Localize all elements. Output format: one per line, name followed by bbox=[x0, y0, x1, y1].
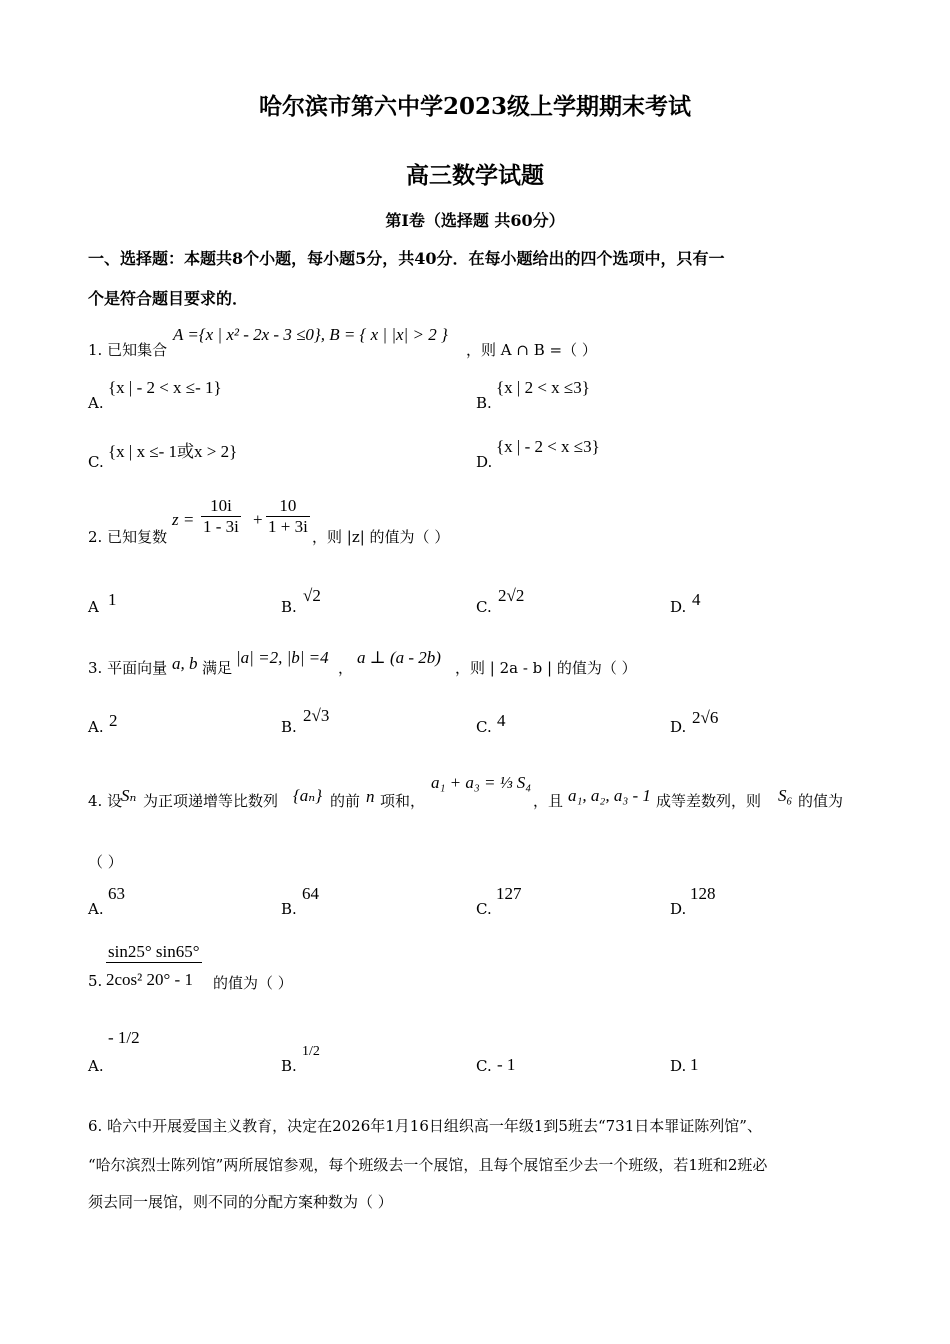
q2-z: z = bbox=[172, 510, 195, 529]
q4-option-d-label: D. bbox=[670, 900, 687, 918]
q1-expression: A ={x | x² - 2x - 3 ≤0}, B = { x | |x| > 2 } bbox=[173, 325, 448, 344]
q5-option-a-value: - 1/2 bbox=[108, 1028, 140, 1047]
q5-option-d-value: 1 bbox=[690, 1055, 699, 1074]
q3-option-d-value: 2√6 bbox=[692, 708, 719, 727]
volume-heading: 第Ⅰ卷（选择题 共60分） bbox=[385, 211, 565, 230]
q2-option-b-value: √2 bbox=[303, 586, 321, 605]
q2-prefix: 2. 已知复数 bbox=[88, 528, 168, 546]
q4-option-a-label: A. bbox=[88, 900, 104, 918]
q4-n: n bbox=[366, 787, 375, 806]
q1-option-c-label: C. bbox=[88, 453, 104, 471]
q2-option-d-value: 4 bbox=[692, 590, 701, 609]
q4-option-d-value: 128 bbox=[690, 884, 716, 903]
q1-option-a-label: A. bbox=[88, 394, 104, 412]
q5-option-b-label: B. bbox=[281, 1057, 297, 1075]
q4-text-3: 的前 bbox=[330, 792, 361, 810]
q3-suffix: ，则 | 2a - b | 的值为（ ） bbox=[455, 659, 637, 677]
q4-an: {aₙ} bbox=[293, 786, 322, 805]
q5-option-c-value: - 1 bbox=[497, 1055, 516, 1074]
q1-option-a-value: {x | - 2 < x ≤- 1} bbox=[108, 378, 222, 397]
q1-option-d-value: {x | - 2 < x ≤3} bbox=[496, 437, 600, 456]
q4-text-5: ，且 bbox=[533, 792, 564, 810]
page-title: 哈尔滨市第六中学2023级上学期期末考试 bbox=[258, 93, 691, 120]
q6-line-1: 6. 哈六中开展爱国主义教育，决定在2026年1月16日组织高一年级1到5班去“731日本罪证陈列馆”、 bbox=[88, 1117, 762, 1135]
q5-numerator: sin25° sin65° bbox=[108, 942, 200, 961]
q2-fraction-1 bbox=[201, 496, 241, 537]
q2-option-a-value: 1 bbox=[108, 590, 117, 609]
q5-suffix: 的值为（ ） bbox=[213, 974, 293, 992]
q2-option-c-value: 2√2 bbox=[498, 586, 525, 605]
q5-option-a-label: A. bbox=[88, 1057, 104, 1075]
q3-option-b-label: B. bbox=[281, 718, 297, 736]
q3-prefix: 3. 平面向量 bbox=[88, 659, 168, 677]
q1-option-c-value: {x | x ≤- 1或x > 2} bbox=[108, 442, 238, 461]
q5-option-b-value: 1/2 bbox=[302, 1044, 320, 1059]
q3-vars: a, b bbox=[172, 654, 198, 673]
q1-option-b-value: {x | 2 < x ≤3} bbox=[496, 378, 590, 397]
q4-answer-paren: （ ） bbox=[88, 853, 123, 871]
q3-condition-2: a ⊥ (a - 2b) bbox=[357, 648, 441, 667]
q3-option-a-value: 2 bbox=[109, 711, 118, 730]
q2-suffix: ，则 |z| 的值为（ ） bbox=[312, 528, 450, 546]
q2-plus: + bbox=[253, 510, 263, 529]
q4-text-6: 成等差数列，则 bbox=[656, 792, 762, 810]
q1-prefix: 1. 已知集合 bbox=[88, 341, 168, 359]
q3-option-a-label: A. bbox=[88, 718, 104, 736]
q5-prefix: 5. bbox=[88, 972, 103, 990]
q6-line-3: 须去同一展馆，则不同的分配方案种数为（ ） bbox=[88, 1193, 393, 1211]
section-instructions-line2: 个是符合题目要求的． bbox=[88, 289, 249, 308]
q4-option-c-value: 127 bbox=[496, 884, 522, 903]
q4-text-2: 为正项递增等比数列 bbox=[143, 792, 279, 810]
q2-frac1-den: 1 - 3i bbox=[203, 517, 239, 536]
q2-frac2-num: 10 bbox=[266, 496, 310, 517]
q4-option-b-label: B. bbox=[281, 900, 297, 918]
page-subtitle: 高三数学试题 bbox=[406, 162, 544, 189]
q3-mid: 满足 bbox=[202, 659, 233, 677]
q2-option-d-label: D. bbox=[670, 598, 687, 616]
q4-option-b-value: 64 bbox=[302, 884, 319, 903]
q4-option-c-label: C. bbox=[476, 900, 492, 918]
q2-frac1-num: 10i bbox=[201, 496, 241, 517]
q4-text-1: 4. 设 bbox=[88, 792, 123, 810]
q3-option-b-value: 2√3 bbox=[303, 706, 330, 725]
q1-suffix: ，则 A ∩ B =（ ） bbox=[466, 341, 597, 359]
q1-option-d-label: D. bbox=[476, 453, 493, 471]
section-instructions-line1: 一、选择题：本题共8个小题，每小题5分，共40分．在每小题给出的四个选项中，只有一 bbox=[88, 249, 725, 268]
q4-text-7: 的值为 bbox=[798, 792, 844, 810]
q4-text-4: 项和， bbox=[380, 792, 426, 810]
q5-option-d-label: D. bbox=[670, 1057, 687, 1075]
q2-fraction-2 bbox=[266, 496, 310, 537]
q3-option-c-label: C. bbox=[476, 718, 492, 736]
q1-option-b-label: B. bbox=[476, 394, 492, 412]
q4-sequence: a₁, a₂, a₃ - 1 bbox=[568, 786, 651, 805]
q3-condition-1: |a| =2, |b| =4 bbox=[236, 648, 329, 667]
q2-option-a-label: A bbox=[88, 598, 99, 616]
q4-s6: S₆ bbox=[778, 786, 793, 805]
q4-equation: a₁ + a₃ = ⅓ S₄ bbox=[431, 773, 532, 792]
q2-frac2-den: 1 + 3i bbox=[268, 517, 308, 536]
q3-option-d-label: D. bbox=[670, 718, 687, 736]
q2-option-b-label: B. bbox=[281, 598, 297, 616]
q3-option-c-value: 4 bbox=[497, 711, 506, 730]
q4-option-a-value: 63 bbox=[108, 884, 125, 903]
q5-option-c-label: C. bbox=[476, 1057, 492, 1075]
q4-sn: Sₙ bbox=[121, 786, 137, 805]
q6-line-2: “哈尔滨烈士陈列馆”两所展馆参观，每个班级去一个展馆，且每个展馆至少去一个班级，若1班和2班必 bbox=[88, 1156, 768, 1174]
q5-denominator: 2cos² 20° - 1 bbox=[106, 970, 193, 989]
q3-comma: ， bbox=[338, 659, 354, 677]
q2-option-c-label: C. bbox=[476, 598, 492, 616]
